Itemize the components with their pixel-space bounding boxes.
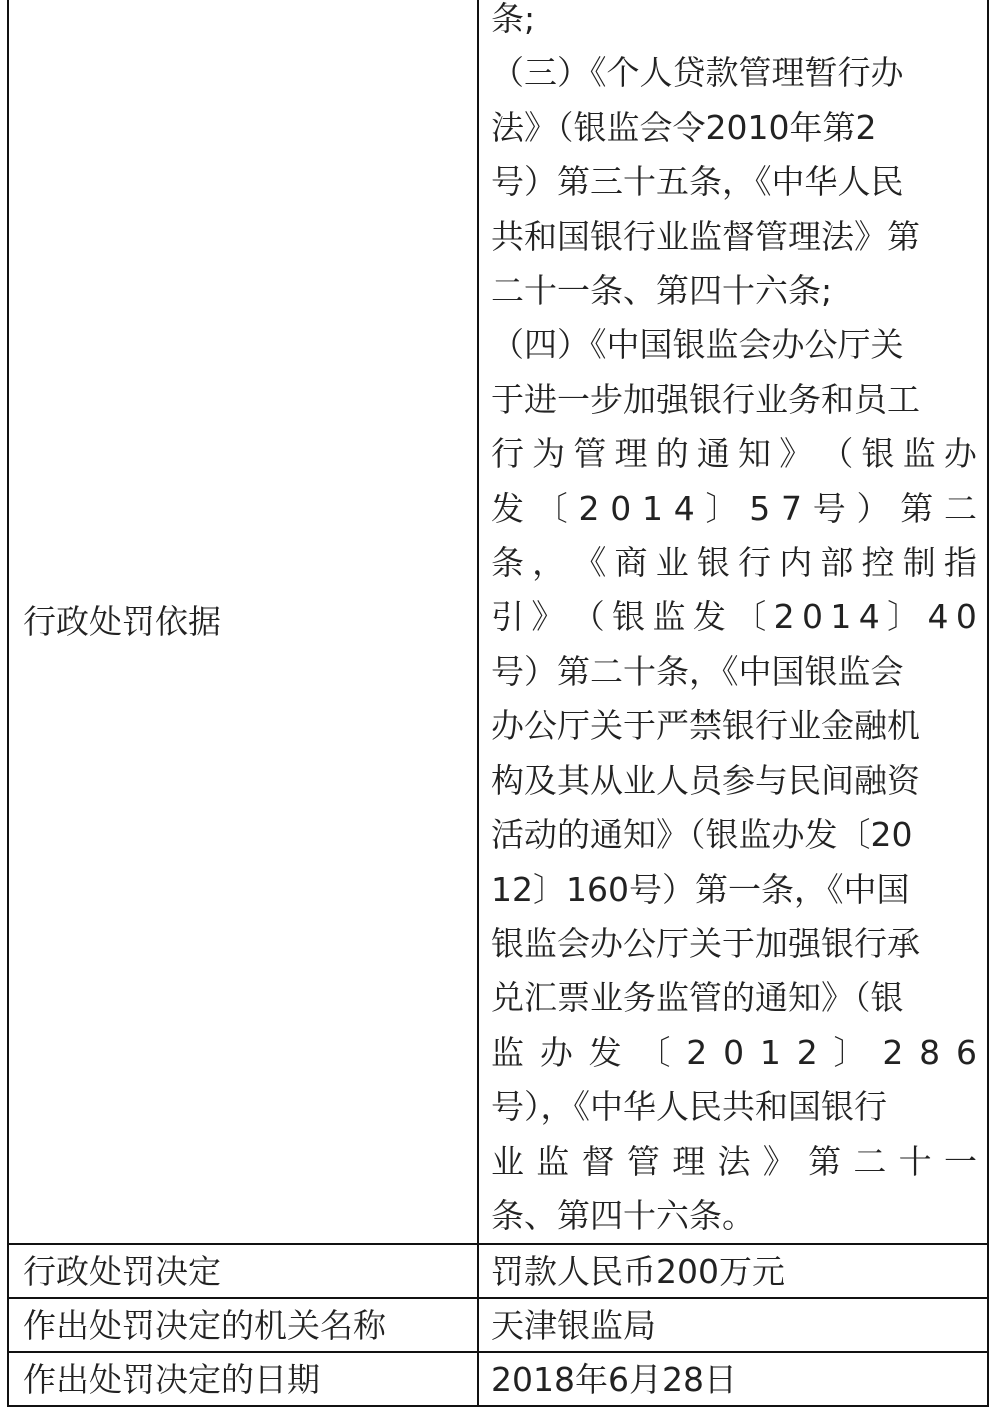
- basis-line: 业 监 督 管 理 法 》 第 二 十 一: [491, 1141, 977, 1181]
- basis-content-cell: [478, 0, 988, 1244]
- table-row-authority: [8, 1298, 988, 1352]
- basis-line: 法》（银监会令2010年第2: [491, 107, 877, 147]
- date-label-cell: [8, 1352, 478, 1406]
- row-value: 天津银监局: [491, 1305, 656, 1345]
- basis-line: 引 》 （ 银 监 发 〔 2 0 1 4 〕 4 0: [491, 597, 977, 637]
- row-label: 行政处罚决定: [23, 1251, 221, 1291]
- basis-line: 办公厅关于严禁银行业金融机: [491, 706, 920, 746]
- authority-value-cell: [478, 1298, 988, 1352]
- row-label: 作出处罚决定的机关名称: [23, 1305, 386, 1345]
- penalty-info-table: [7, 0, 989, 1407]
- basis-line: 银监会办公厅关于加强银行承: [491, 923, 920, 963]
- basis-line: 发 〔 2 0 1 4 〕 5 7 号 ） 第 二: [491, 488, 977, 528]
- basis-line: 行 为 管 理 的 通 知 》 （ 银 监 办: [491, 434, 977, 474]
- basis-line: 号）第二十条，《中国银监会: [491, 651, 904, 691]
- table-row-basis: [8, 0, 988, 1244]
- basis-line: 活动的通知》（银监办发〔20: [491, 815, 913, 855]
- row-label: 行政处罚依据: [23, 601, 221, 641]
- basis-line: 号），《中华人民共和国银行: [491, 1087, 887, 1127]
- basis-line: 条;: [491, 0, 536, 38]
- row-value: 罚款人民币200万元: [491, 1251, 785, 1291]
- row-value: 2018年6月28日: [491, 1359, 737, 1399]
- basis-line: 12〕160号）第一条，《中国: [491, 869, 910, 909]
- basis-line: 共和国银行业监督管理法》第: [491, 216, 920, 256]
- basis-line: 监 办 发 〔 2 0 1 2 〕 2 8 6: [491, 1032, 977, 1072]
- row-label: 作出处罚决定的日期: [23, 1359, 320, 1399]
- table-row-date: [8, 1352, 988, 1406]
- decision-label-cell: [8, 1244, 478, 1298]
- basis-line: （四）《中国银监会办公厅关: [491, 325, 904, 365]
- basis-label-cell: [8, 0, 478, 1244]
- table-row-decision: [8, 1244, 988, 1298]
- date-value-cell: [478, 1352, 988, 1406]
- basis-line: 二十一条、第四十六条;: [491, 271, 833, 311]
- basis-line: 构及其从业人员参与民间融资: [491, 760, 920, 800]
- basis-line: 号）第三十五条，《中华人民: [491, 162, 904, 202]
- decision-value-cell: [478, 1244, 988, 1298]
- basis-line: 条、第四十六条。: [491, 1195, 755, 1235]
- basis-text: [479, 0, 987, 1243]
- basis-line: 兑汇票业务监管的通知》（银: [491, 978, 904, 1018]
- basis-line: （三）《个人贷款管理暂行办: [491, 53, 904, 93]
- basis-line: 于进一步加强银行业务和员工: [491, 379, 920, 419]
- basis-line: 条 ， 《 商 业 银 行 内 部 控 制 指: [491, 543, 977, 583]
- authority-label-cell: [8, 1298, 478, 1352]
